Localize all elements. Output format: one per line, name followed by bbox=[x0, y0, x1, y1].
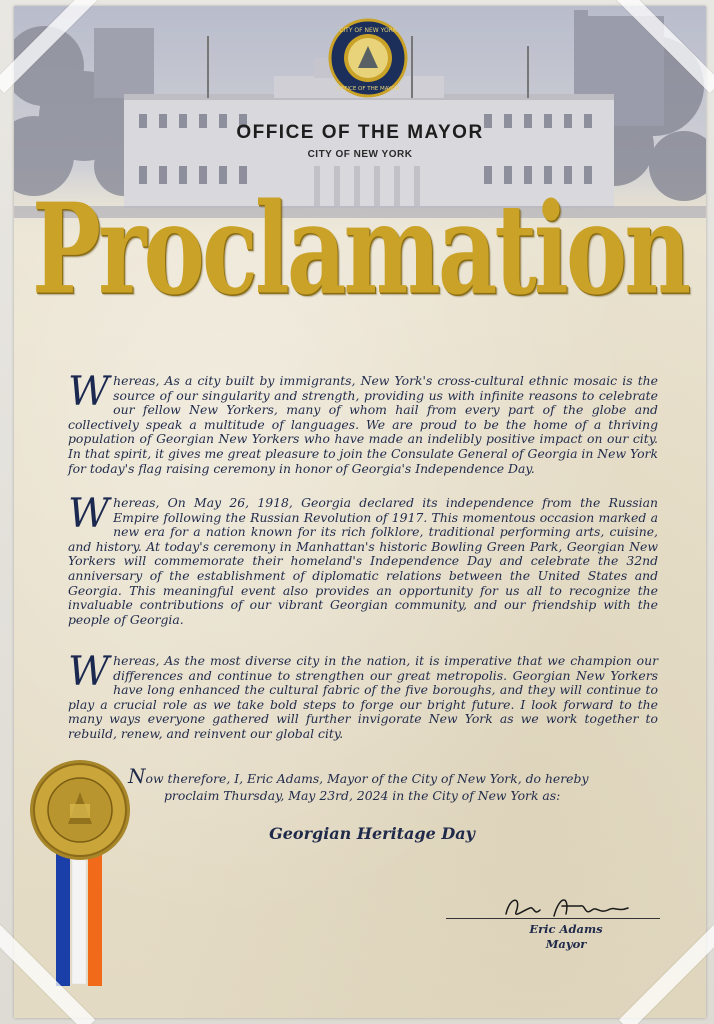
whereas-paragraph-1 bbox=[68, 369, 658, 476]
closing-line-1: ow therefore, I, Eric Adams, Mayor of the City of New York, do hereby bbox=[145, 771, 589, 786]
heritage-day-title: Georgian Heritage Day bbox=[269, 824, 475, 843]
svg-text:OFFICE OF THE MAYOR: OFFICE OF THE MAYOR bbox=[336, 86, 400, 92]
dropcap: W bbox=[68, 369, 110, 415]
paragraph-text: hereas, On May 26, 1918, Georgia declared its independence from the Russian Empire following the Russian Revolution of 1917. This momentous occasion marked a new era for a nation known for its rich folklore, traditional performing arts, cuisine, and history. At today's ceremony in Manhattan's historic Bowling Green Park, Georgian New Yorkers will commemorate their homeland's Independence Day and celebrate the 32nd anniversary of the establishment of diplomatic relations between the United States and Georgia. This meaningful event also provides an opportunity for us all to recognize the invaluable contributions of our vibrant Georgian community, and our friendship with the people of Georgia. bbox=[68, 495, 658, 627]
mayor-office-seal bbox=[328, 18, 408, 98]
paragraph-text: hereas, As the most diverse city in the nation, it is imperative that we champion our differences and continue to strengthen our great metropolis. Georgian New Yorkers have long enhanced the cultural fabric of the five boroughs, and they will continue to play a crucial role as we take bold steps to forge our bright future. I look forward to the many ways everyone gathered will further invigorate New York as we work together to rebuild, renew, and reinvent our global city. bbox=[68, 653, 658, 741]
signature-line bbox=[446, 918, 660, 919]
office-title: OFFICE OF THE MAYOR bbox=[236, 122, 484, 143]
whereas-paragraph-3 bbox=[68, 649, 658, 742]
dropcap: W bbox=[68, 649, 110, 695]
dropcap: W bbox=[68, 491, 110, 537]
office-subtitle: CITY OF NEW YORK bbox=[307, 149, 413, 160]
whereas-paragraph-2 bbox=[68, 491, 658, 627]
now-therefore-clause bbox=[128, 764, 598, 804]
signatory-name: Eric Adams bbox=[529, 922, 603, 936]
closing-cap: N bbox=[128, 764, 146, 788]
closing-line-2: proclaim Thursday, May 23rd, 2024 in the City of New York as: bbox=[164, 788, 561, 803]
proclamation-paper bbox=[14, 6, 706, 1018]
signatory-title: Mayor bbox=[545, 937, 587, 951]
paragraph-text: hereas, As a city built by immigrants, New York's cross-cultural ethnic mosaic is the source of our singularity and strength, providing us with infinite reasons to celebrate our fellow New Yorkers, many of whom hail from every part of the globe and collectively speak a multitude of languages. We are proud to be the home of a thriving population of Georgian New Yorkers who have made an indelibly positive impact on our city. In that spirit, it gives me great pleasure to join the Consulate General of Georgia in New York for today's flag raising ceremony in honor of Georgia's Independence Day. bbox=[68, 373, 658, 476]
gold-seal-with-ribbon bbox=[28, 756, 132, 992]
svg-text:CITY OF NEW YORK: CITY OF NEW YORK bbox=[339, 27, 397, 34]
proclamation-heading: Proclamation bbox=[31, 176, 689, 323]
signatory-block bbox=[486, 922, 646, 952]
